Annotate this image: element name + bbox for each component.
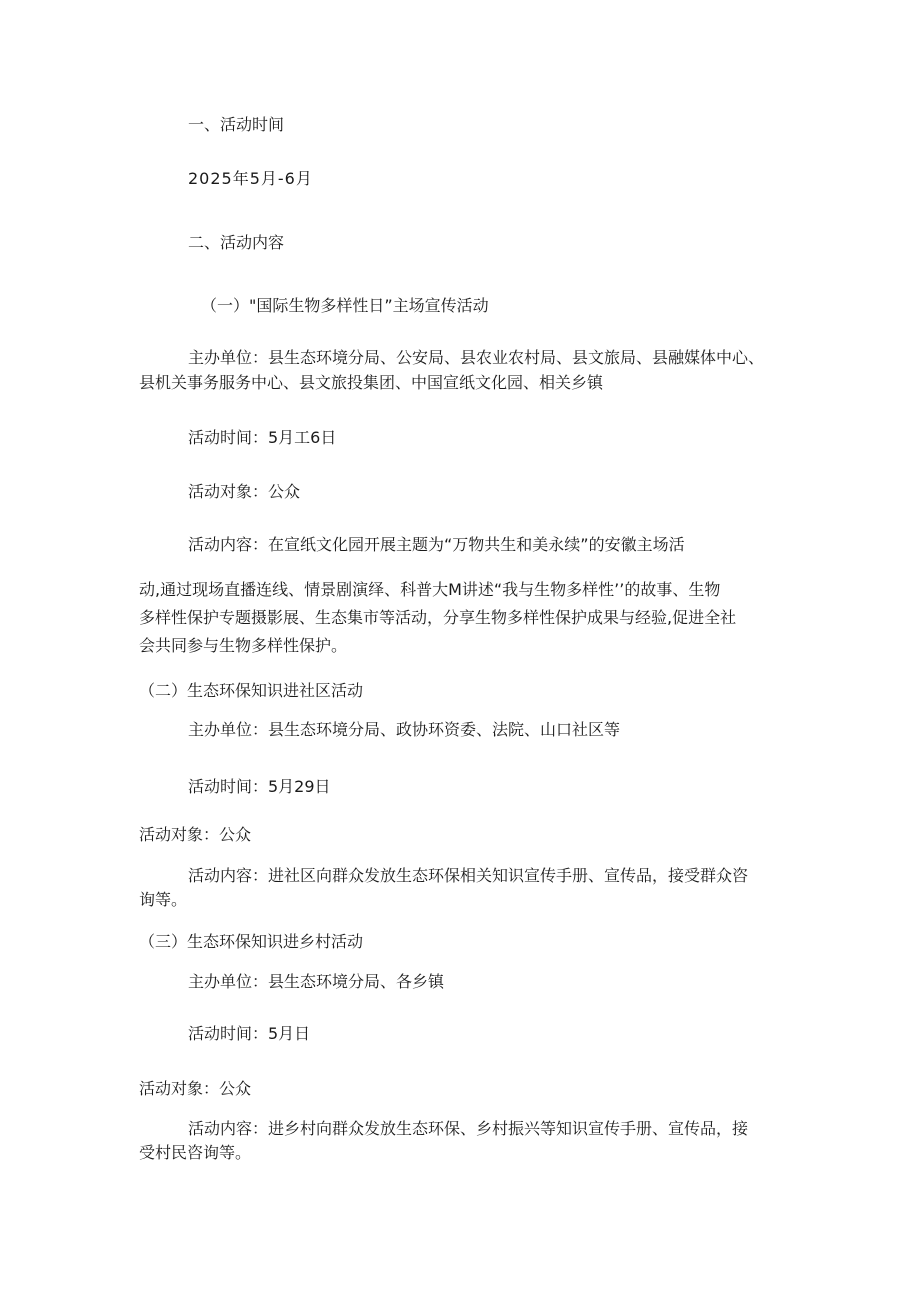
activity3-content-line2: 受村民咨询等。	[139, 1143, 252, 1162]
activity3-organizers: 主办单位：县生态环境分局、各乡镇	[188, 972, 445, 991]
activity2-time: 活动时间：5月29日	[188, 777, 331, 796]
activity3-audience: 活动对象：公众	[139, 1079, 252, 1098]
activity2-audience: 活动对象：公众	[139, 825, 252, 844]
section-heading-content: 二、活动内容	[188, 233, 285, 252]
activity3-time: 活动时间：5月日	[188, 1024, 311, 1043]
activity1-organizers-line1: 主办单位：县生态环境分局、公安局、县农业农村局、县文旅局、县融媒体中心、	[188, 348, 765, 367]
activity2-content-line1: 活动内容：进社区向群众发放生态环保相关知识宣传手册、宣传品，接受群众咨	[188, 866, 749, 885]
activity2-organizers: 主办单位：县生态环境分局、政协环资委、法院、山口社区等	[188, 720, 621, 739]
activity-date-range: 2025年5月-6月	[188, 169, 313, 188]
activity2-content-line2: 询等。	[139, 890, 188, 909]
activity3-title: （三）生态环保知识进乡村活动	[139, 932, 364, 951]
activity1-content-line2: 动,通过现场直播连线、情景剧演绎、科普大M讲述“我与生物多样性’’的故事、生物	[139, 580, 721, 599]
activity1-content-line4: 会共同参与生物多样性保护。	[139, 636, 348, 655]
activity1-content-line3: 多样性保护专题摄影展、生态集市等活动，分享生物多样性保护成果与经验,促进全社	[139, 608, 737, 627]
activity1-time: 活动时间：5月工6日	[188, 428, 337, 447]
activity1-content-line1: 活动内容：在宣纸文化园开展主题为“万物共生和美永续”的安徽主场活	[188, 535, 685, 554]
activity2-title: （二）生态环保知识进社区活动	[139, 681, 364, 700]
activity1-title: （一）"国际生物多样性日”主场宣传活动	[201, 296, 489, 315]
activity1-organizers-line2: 县机关事务服务中心、县文旅投集团、中国宣纸文化园、相关乡镇	[139, 373, 604, 392]
section-heading-time: 一、活动时间	[188, 115, 285, 134]
activity1-audience: 活动对象：公众	[188, 482, 301, 501]
activity3-content-line1: 活动内容：进乡村向群众发放生态环保、乡村振兴等知识宣传手册、宣传品，接	[188, 1119, 749, 1138]
